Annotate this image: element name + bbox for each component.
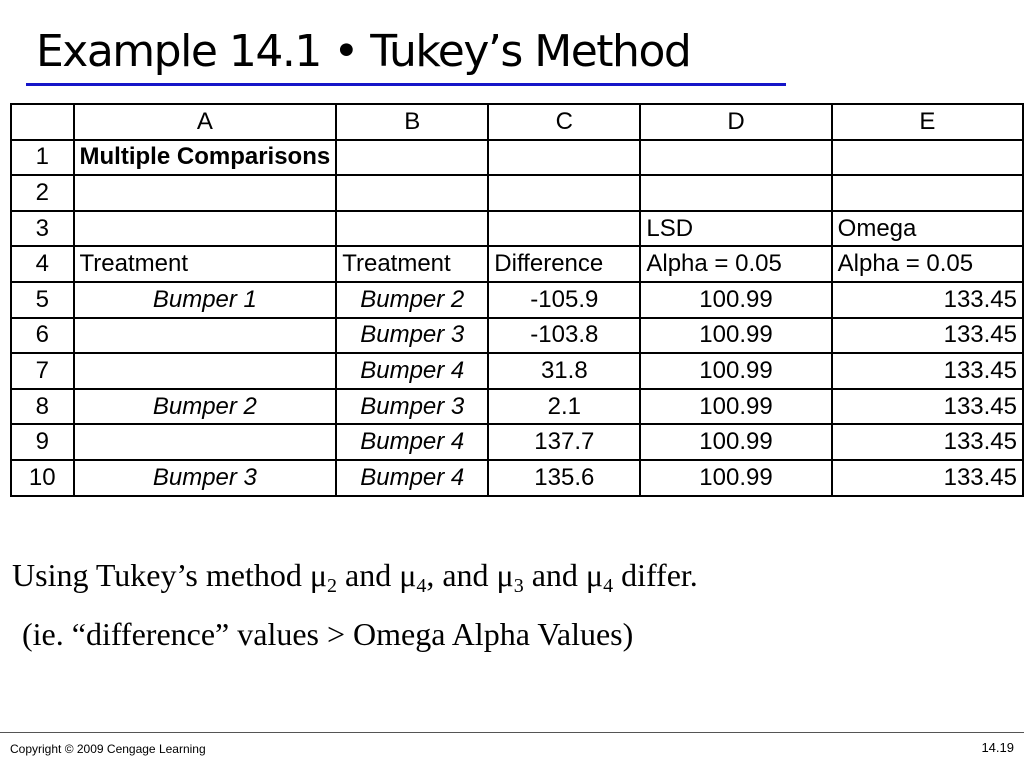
table-row — [11, 175, 1023, 211]
cell-d1[interactable] — [640, 140, 831, 176]
table-row — [11, 389, 1023, 425]
cell-a7[interactable] — [74, 353, 337, 389]
row-header-7[interactable]: 7 — [11, 353, 74, 389]
table-row — [11, 211, 1023, 247]
cell-e5[interactable]: 133.45 — [832, 282, 1023, 318]
column-header-b[interactable]: B — [336, 104, 488, 140]
cell-c1[interactable] — [488, 140, 640, 176]
cell-a8[interactable]: Bumper 2 — [74, 389, 337, 425]
cell-a4[interactable]: Treatment — [74, 246, 337, 282]
cell-e7[interactable]: 133.45 — [832, 353, 1023, 389]
cell-d7[interactable]: 100.99 — [640, 353, 831, 389]
cell-e3[interactable]: Omega — [832, 211, 1023, 247]
footer-divider — [0, 732, 1024, 733]
table-row — [11, 460, 1023, 496]
cell-b5[interactable]: Bumper 2 — [336, 282, 488, 318]
cell-c3[interactable] — [488, 211, 640, 247]
cell-c8[interactable]: 2.1 — [488, 389, 640, 425]
cell-d8[interactable]: 100.99 — [640, 389, 831, 425]
column-header-e[interactable]: E — [832, 104, 1023, 140]
cell-b6[interactable]: Bumper 3 — [336, 318, 488, 354]
cell-e1[interactable] — [832, 140, 1023, 176]
cell-b2[interactable] — [336, 175, 488, 211]
cell-a9[interactable] — [74, 424, 337, 460]
cell-e4[interactable]: Alpha = 0.05 — [832, 246, 1023, 282]
cell-d10[interactable]: 100.99 — [640, 460, 831, 496]
cell-b1[interactable] — [336, 140, 488, 176]
spreadsheet-table — [10, 103, 1024, 497]
table-row — [11, 140, 1023, 176]
cell-c5[interactable]: -105.9 — [488, 282, 640, 318]
cell-c9[interactable]: 137.7 — [488, 424, 640, 460]
cell-c7[interactable]: 31.8 — [488, 353, 640, 389]
cell-a1[interactable]: Multiple Comparisons — [74, 140, 337, 176]
table-row — [11, 318, 1023, 354]
table-row — [11, 353, 1023, 389]
cell-e10[interactable]: 133.45 — [832, 460, 1023, 496]
cell-a10[interactable]: Bumper 3 — [74, 460, 337, 496]
conclusion-text: Using Tukey’s method $\mu_2$ and $\mu_4$, and $\mu_3$ and $\mu_4$ differ. — [12, 557, 698, 597]
cell-e2[interactable] — [832, 175, 1023, 211]
column-header-c[interactable]: C — [488, 104, 640, 140]
row-header-8[interactable]: 8 — [11, 389, 74, 425]
slide-title: Example 14.1 • Tukey’s Method — [36, 26, 691, 77]
cell-a5[interactable]: Bumper 1 — [74, 282, 337, 318]
column-header-row — [11, 104, 1023, 140]
cell-b7[interactable]: Bumper 4 — [336, 353, 488, 389]
cell-c10[interactable]: 135.6 — [488, 460, 640, 496]
cell-d3[interactable]: LSD — [640, 211, 831, 247]
cell-b3[interactable] — [336, 211, 488, 247]
cell-b9[interactable]: Bumper 4 — [336, 424, 488, 460]
cell-c2[interactable] — [488, 175, 640, 211]
cell-e9[interactable]: 133.45 — [832, 424, 1023, 460]
row-header-4[interactable]: 4 — [11, 246, 74, 282]
cell-d6[interactable]: 100.99 — [640, 318, 831, 354]
table-row — [11, 424, 1023, 460]
explanation-text: (ie. “difference” values > Omega Alpha Values) — [22, 616, 634, 652]
select-all-corner[interactable] — [11, 104, 74, 140]
row-header-6[interactable]: 6 — [11, 318, 74, 354]
table-row — [11, 282, 1023, 318]
cell-e8[interactable]: 133.45 — [832, 389, 1023, 425]
cell-c6[interactable]: -103.8 — [488, 318, 640, 354]
row-header-3[interactable]: 3 — [11, 211, 74, 247]
copyright-text: Copyright © 2009 Cengage Learning — [10, 742, 206, 756]
cell-a2[interactable] — [74, 175, 337, 211]
cell-a3[interactable] — [74, 211, 337, 247]
cell-d2[interactable] — [640, 175, 831, 211]
row-header-10[interactable]: 10 — [11, 460, 74, 496]
table-row — [11, 246, 1023, 282]
cell-a6[interactable] — [74, 318, 337, 354]
cell-b8[interactable]: Bumper 3 — [336, 389, 488, 425]
row-header-5[interactable]: 5 — [11, 282, 74, 318]
column-header-d[interactable]: D — [640, 104, 831, 140]
column-header-a[interactable]: A — [74, 104, 337, 140]
title-underline — [26, 83, 786, 86]
cell-b10[interactable]: Bumper 4 — [336, 460, 488, 496]
page-number: 14.19 — [981, 740, 1014, 755]
row-header-1[interactable]: 1 — [11, 140, 74, 176]
cell-b4[interactable]: Treatment — [336, 246, 488, 282]
row-header-9[interactable]: 9 — [11, 424, 74, 460]
row-header-2[interactable]: 2 — [11, 175, 74, 211]
cell-e6[interactable]: 133.45 — [832, 318, 1023, 354]
cell-c4[interactable]: Difference — [488, 246, 640, 282]
cell-d4[interactable]: Alpha = 0.05 — [640, 246, 831, 282]
cell-d5[interactable]: 100.99 — [640, 282, 831, 318]
cell-d9[interactable]: 100.99 — [640, 424, 831, 460]
